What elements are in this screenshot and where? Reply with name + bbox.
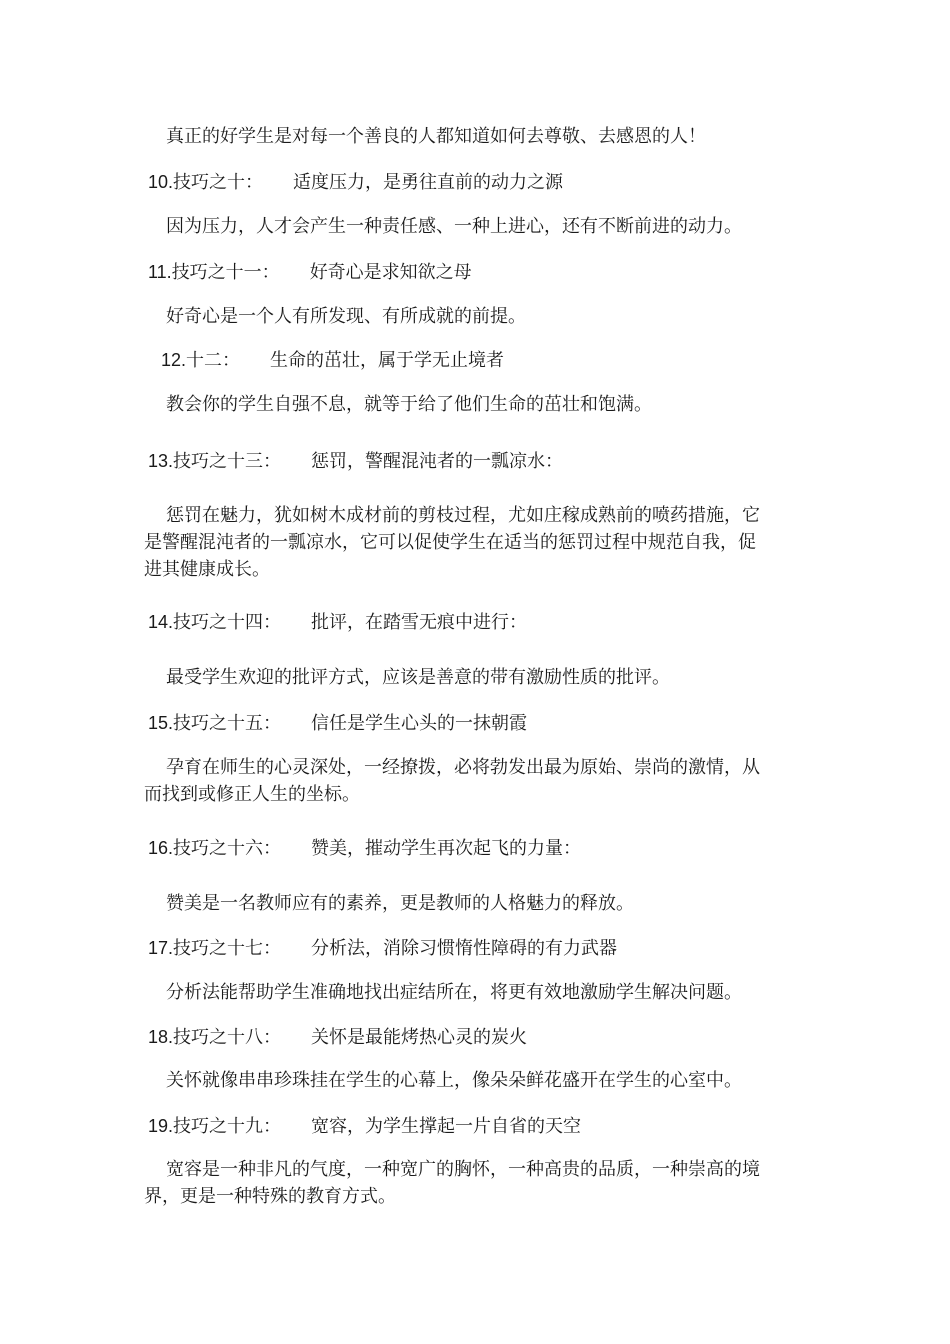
heading-number: 12. [161,350,187,370]
heading-title: 赞美，摧动学生再次起飞的力量： [311,838,582,859]
heading-label: 技巧之十三： [173,451,282,472]
heading-number: 18. [148,1027,174,1047]
heading-number: 14. [148,612,174,632]
heading-label: 技巧之十六： [173,838,282,859]
paragraph-tip-19 [144,1156,804,1210]
heading-title: 批评，在踏雪无痕中进行： [311,612,528,633]
heading-title: 关怀是最能烤热心灵的炭火 [311,1027,528,1048]
heading-title: 惩罚，警醒混沌者的一瓢凉水： [311,451,564,472]
paragraph-line: 惩罚在魅力，犹如树木成材前的剪枝过程，尤如庄稼成熟前的喷药措施，它 [166,505,760,526]
heading-number: 19. [148,1116,174,1136]
paragraph-line: 界，更是一种特殊的教育方式。 [144,1186,396,1207]
heading-label: 技巧之十九： [173,1116,282,1137]
paragraph-tip-13 [144,502,804,583]
heading-title: 宽容，为学生撑起一片自省的天空 [311,1116,582,1137]
paragraph-tip-14: 最受学生欢迎的批评方式，应该是善意的带有激励性质的批评。 [166,667,670,688]
heading-number: 17. [148,938,174,958]
paragraph-intro: 真正的好学生是对每一个善良的人都知道如何去尊敬、去感恩的人！ [166,126,706,147]
heading-label: 技巧之十五： [173,713,282,734]
heading-title: 信任是学生心头的一抹朝霞 [311,713,528,734]
heading-tip-17 [148,935,617,962]
heading-label: 十二： [186,350,241,371]
paragraph-line: 进其健康成长。 [144,559,270,580]
heading-tip-19 [148,1113,581,1140]
paragraph-tip-17: 分析法能帮助学生准确地找出症结所在，将更有效地激励学生解决问题。 [166,982,742,1003]
heading-title: 生命的茁壮，属于学无止境者 [270,350,505,371]
heading-number: 11. [148,262,172,282]
heading-label: 技巧之十一： [171,262,280,283]
paragraph-line: 而找到或修正人生的坐标。 [144,784,360,805]
paragraph-tip-15 [144,754,804,808]
paragraph-line: 孕育在师生的心灵深处，一经撩拨，必将勃发出最为原始、崇尚的激情，从 [166,757,760,778]
heading-tip-15 [148,710,527,737]
paragraph-tip-12: 教会你的学生自强不息，就等于给了他们生命的茁壮和饱满。 [166,394,652,415]
heading-number: 15. [148,713,174,733]
heading-tip-14 [148,609,527,636]
heading-title: 好奇心是求知欲之母 [309,262,472,283]
heading-number: 13. [148,451,174,471]
heading-tip-12 [161,347,504,374]
heading-tip-10 [148,169,563,196]
heading-label: 技巧之十七： [173,938,282,959]
paragraph-tip-16: 赞美是一名教师应有的素养，更是教师的人格魅力的释放。 [166,893,634,914]
paragraph-line: 宽容是一种非凡的气度，一种宽广的胸怀，一种高贵的品质，一种崇高的境 [166,1159,760,1180]
heading-label: 技巧之十八： [173,1027,282,1048]
paragraph-tip-11: 好奇心是一个人有所发现、有所成就的前提。 [166,306,526,327]
heading-tip-11 [148,259,472,286]
heading-tip-16 [148,835,581,862]
paragraph-tip-10: 因为压力，人才会产生一种责任感、一种上进心，还有不断前进的动力。 [166,216,742,237]
paragraph-line: 是警醒混沌者的一瓢凉水，它可以促使学生在适当的惩罚过程中规范自我，促 [144,532,756,553]
heading-title: 分析法，消除习惯惰性障碍的有力武器 [311,938,618,959]
heading-tip-18 [148,1024,527,1051]
heading-number: 16. [148,838,174,858]
heading-label: 技巧之十： [173,172,264,193]
heading-label: 技巧之十四： [173,612,282,633]
paragraph-tip-18: 关怀就像串串珍珠挂在学生的心幕上，像朵朵鲜花盛开在学生的心室中。 [166,1070,742,1091]
heading-tip-13 [148,448,563,475]
heading-title: 适度压力，是勇往直前的动力之源 [293,172,564,193]
heading-number: 10. [148,172,174,192]
